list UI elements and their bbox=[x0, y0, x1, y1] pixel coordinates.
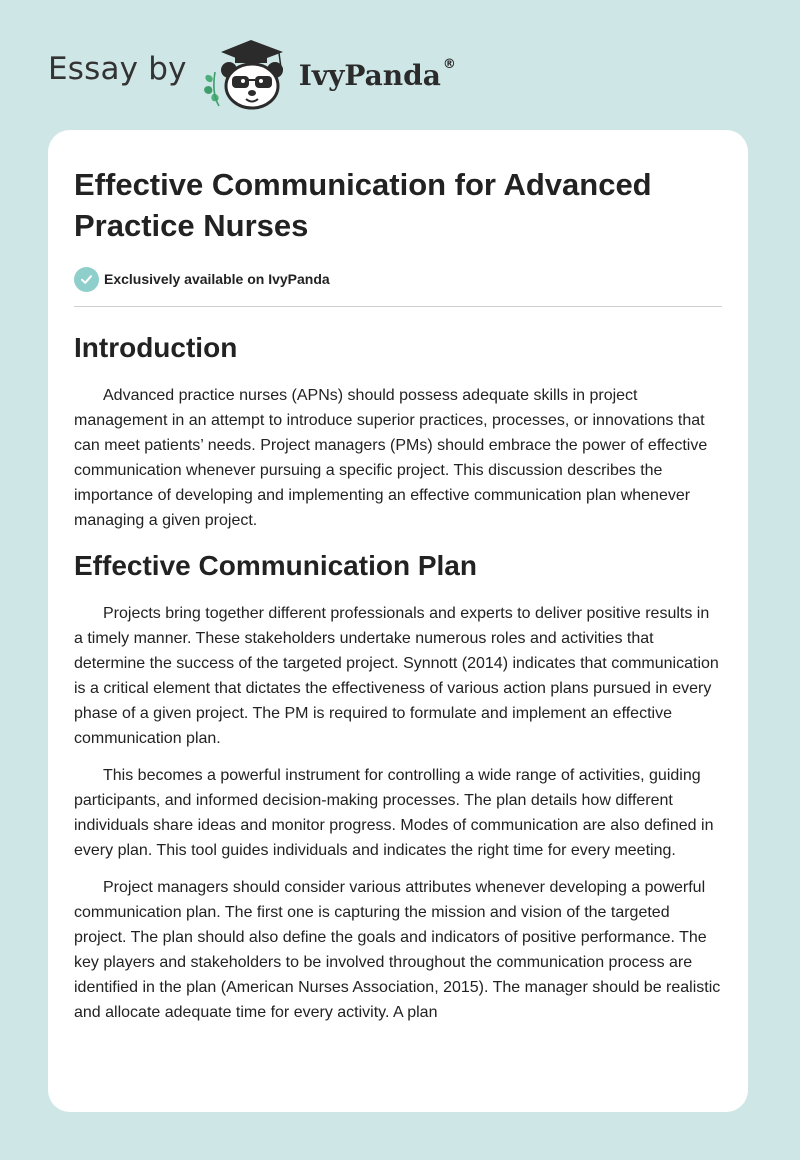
registered-mark: ® bbox=[442, 56, 456, 72]
brand-name[interactable] bbox=[298, 56, 456, 92]
article-card bbox=[48, 130, 748, 1112]
plan-paragraph-2: This becomes a powerful instrument for controlling a wide range of activities, guiding participants, and informed decision-making processes. The plan details how different individuals share ideas and monitor progress. Modes of communication are also defined in every plan. This tool guides individuals and indicates the right time for every meeting. bbox=[74, 767, 714, 859]
divider bbox=[74, 306, 722, 307]
exclusive-badge bbox=[74, 266, 722, 292]
section-heading-communication-plan: Effective Communication Plan bbox=[74, 550, 477, 581]
page-title: Effective Communication for Advanced Practice Nurses bbox=[74, 167, 652, 243]
introduction-paragraph: Advanced practice nurses (APNs) should possess adequate skills in project management in an attempt to introduce superior practices, processes, or innovations that can meet patients’ needs. Project managers (PMs) should embrace the power of effective communication whenever pursuing a specific project. This discussion describes the importance of developing and implementing an effective communication plan whenever managing a given project. bbox=[74, 387, 708, 529]
exclusive-badge-text: Exclusively available on IvyPanda bbox=[104, 271, 330, 287]
panda-logo-icon[interactable] bbox=[199, 36, 295, 112]
plan-paragraph-1: Projects bring together different professionals and experts to deliver positive results in a timely manner. These stakeholders undertake numerous roles and activities that determine the success of the targeted project. Synnott (2014) indicates that communication is a critical element that dictates the effectiveness of various action plans pursued in every phase of a given project. The PM is required to formulate and implement an effective communication plan. bbox=[74, 605, 719, 747]
site-header bbox=[48, 34, 456, 114]
brand-name-text: IvyPanda bbox=[298, 58, 441, 92]
check-icon bbox=[74, 267, 99, 292]
section-heading-introduction: Introduction bbox=[74, 332, 238, 363]
plan-paragraph-3: Project managers should consider various attributes whenever developing a powerful communication plan. The first one is capturing the mission and vision of the targeted project. The plan should also define the goals and indicators of positive performance. The key players and stakeholders to be involved throughout the communication process are identified in the plan (American Nurses Association, 2015). The manager should be realistic and allocate adequate time for every activity. A plan bbox=[74, 879, 721, 1021]
essay-by-label: Essay by bbox=[48, 51, 187, 87]
